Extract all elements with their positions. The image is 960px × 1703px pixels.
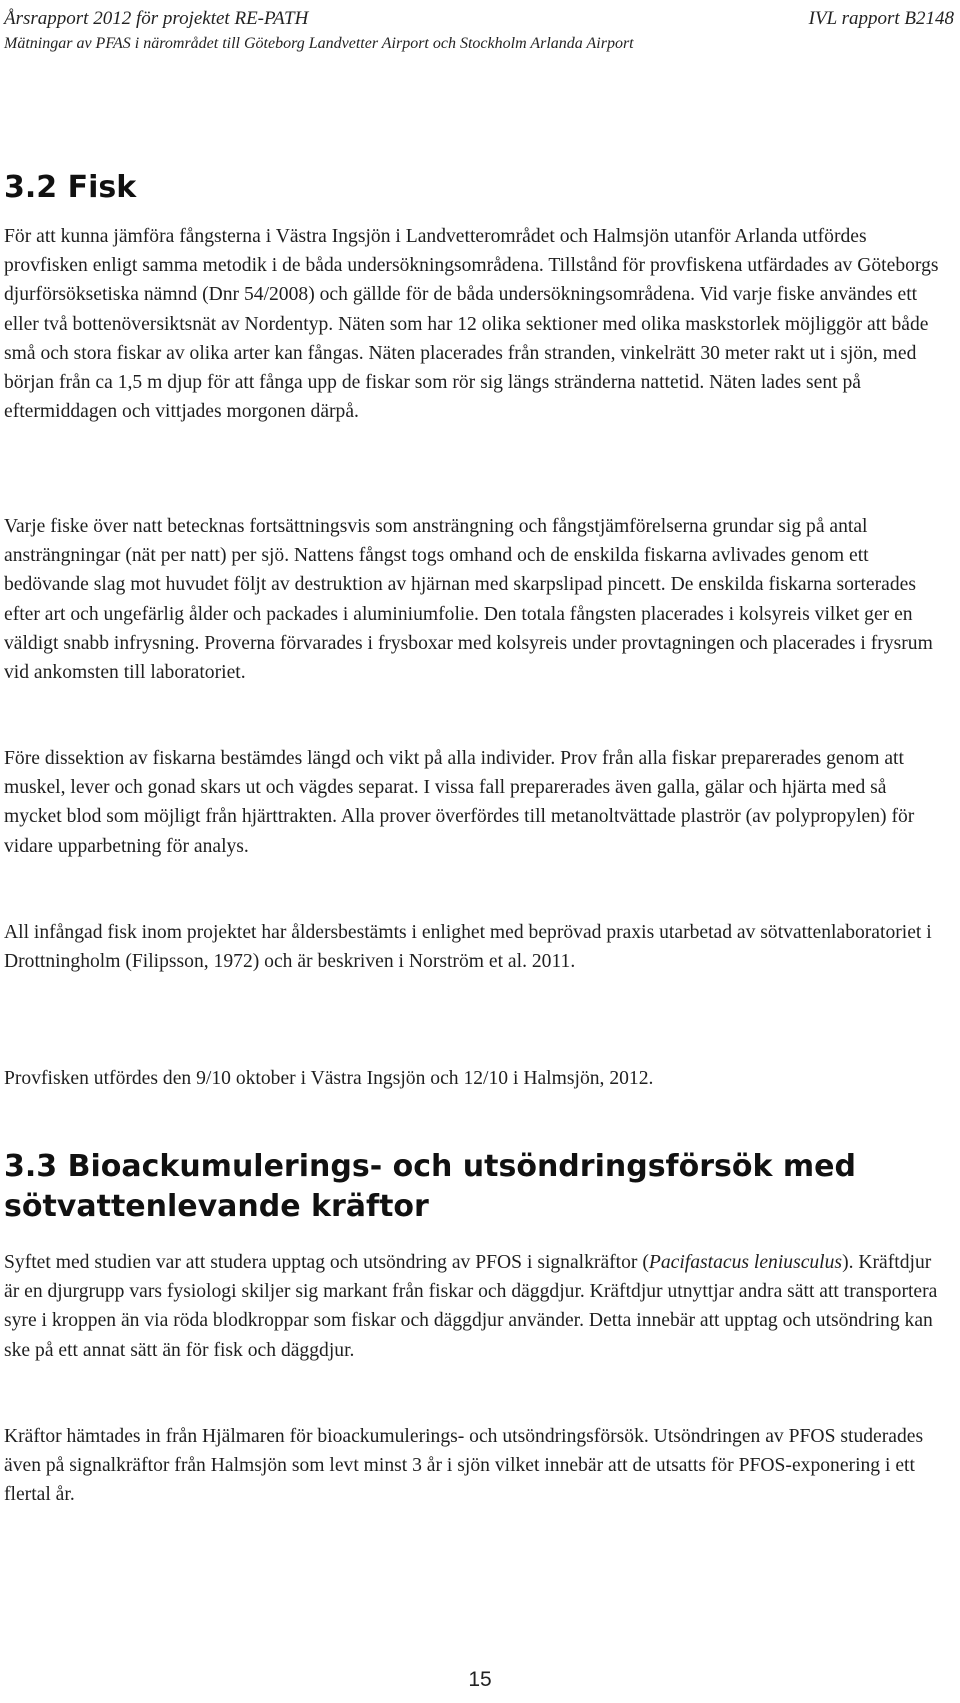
paragraph-fisk-3-block: [4, 744, 939, 861]
header-report-title: Årsrapport 2012 för projektet RE-PATH: [4, 8, 309, 29]
paragraph-fisk-5-block: [4, 1064, 939, 1093]
section-heading-bioaccumulation: 3.3 Bioackumulerings- och utsöndringsförsök med sötvattenlevande kräftor: [4, 1149, 856, 1224]
paragraph-fisk-4-block: [4, 918, 939, 976]
species-name: Pacifastacus leniusculus: [648, 1252, 843, 1273]
section-heading-fisk: 3.2 Fisk: [4, 170, 137, 205]
header-subtitle: Mätningar av PFAS i närområdet till Göteborg Landvetter Airport och Stockholm Arlanda Airport: [4, 35, 634, 52]
header-report-number: IVL rapport B2148: [808, 8, 954, 29]
paragraph-fisk-effort: Varje fiske över natt betecknas fortsättningsvis som ansträngning och fångstjämförelserna grundar sig på antal ansträngningar (nät per natt) per sjö. Nattens fångst togs omhand och de enskilda fiskarna avlivades genom ett bedövande slag mot huvudet följt av destruktion av hjärnan med skarpslipad pincett. De enskilda fiskarna sorterades efter art och ungefärlig ålder och packades i aluminiumfolie. Den totala fångsten placerades i kolsyreis vilket ger en väldigt snabb infrysning. Proverna förvarades i frysboxar med kolsyreis under provtagningen och placerades i frysrum vid ankomsten till laboratoriet.: [4, 516, 933, 684]
running-header: [4, 6, 954, 56]
paragraph-bio-purpose-start: Syftet med studien var att studera upptag och utsöndring av PFOS i signalkräftor (: [4, 1252, 649, 1273]
paragraph-fisk-dissection: Före dissektion av fiskarna bestämdes längd och vikt på alla individer. Prov från alla fiskar preparerades genom att muskel, lever och gonad skars ut och vägdes separat. I vissa fall preparerades även galla, gälar och hjärta med så mycket blod som möjligt från hjärttrakten. Alla prover överfördes till metanoltvättade plaströr (av polypropylen) för vidare upparbetning för analys.: [4, 748, 915, 857]
paragraph-fisk-age: All infångad fisk inom projektet har åldersbestämts i enlighet med beprövad praxis utarbetad av sötvattenlaboratoriet i Drottningholm (Filipsson, 1972) och är beskriven i Norström et al. 2011.: [4, 922, 932, 973]
header-row-subtitle: [4, 32, 954, 56]
paragraph-bio-purpose: [4, 1248, 939, 1365]
page-number: 15: [468, 1668, 492, 1691]
paragraph-bio-sampling: Kräftor hämtades in från Hjälmaren för bioackumulerings- och utsöndringsförsök. Utsöndringen av PFOS studerades även på signalkräftor från Halmsjön som levt minst 3 år i sjön vilket innebär att de utsatts för PFOS-exponering i ett flertal år.: [4, 1426, 924, 1506]
paragraph-bio-2-block: [4, 1422, 939, 1510]
header-row-top: [4, 6, 954, 32]
paragraph-bio-1-block: [4, 1248, 939, 1365]
paragraph-bio-purpose-rest: ). Kräftdjur är en djurgrupp vars fysiologi skiljer sig markant från fiskar och däggdjur. Kräftdjur utnyttjar andra sätt att transportera syre i kroppen än via röda blodkroppar som fiskar och däggdjur använder. Detta innebär att upptag och utsöndring kan ske på ett annat sätt än för fisk och däggdjur.: [4, 1252, 938, 1361]
paragraph-fisk-1-block: [4, 222, 939, 426]
paragraph-fisk-method: För att kunna jämföra fångsterna i Västra Ingsjön i Landvetterområdet och Halmsjön utanför Arlanda utfördes provfisken enligt samma metodik i de båda undersökningsområdena. Tillstånd för provfiskena utfärdades av Göteborgs djurförsöksetiska nämnd (Dnr 54/2008) och gällde för de båda undersökningsområdena. Vid varje fiske användes ett eller två bottenöversiktsnät av Nordentyp. Näten som har 12 olika sektioner med olika maskstorlek möjliggör att både små och stora fiskar av olika arter kan fångas. Näten placerades från stranden, vinkelrätt 30 meter rakt ut i sjön, med början från ca 1,5 m djup för att fånga upp de fiskar som rör sig längs stränderna nattetid. Näten lades sent på eftermiddagen och vittjades morgonen därpå.: [4, 226, 939, 423]
paragraph-fisk-2-block: [4, 512, 939, 687]
paragraph-fisk-dates: Provfisken utfördes den 9/10 oktober i Västra Ingsjön och 12/10 i Halmsjön, 2012.: [4, 1068, 654, 1089]
